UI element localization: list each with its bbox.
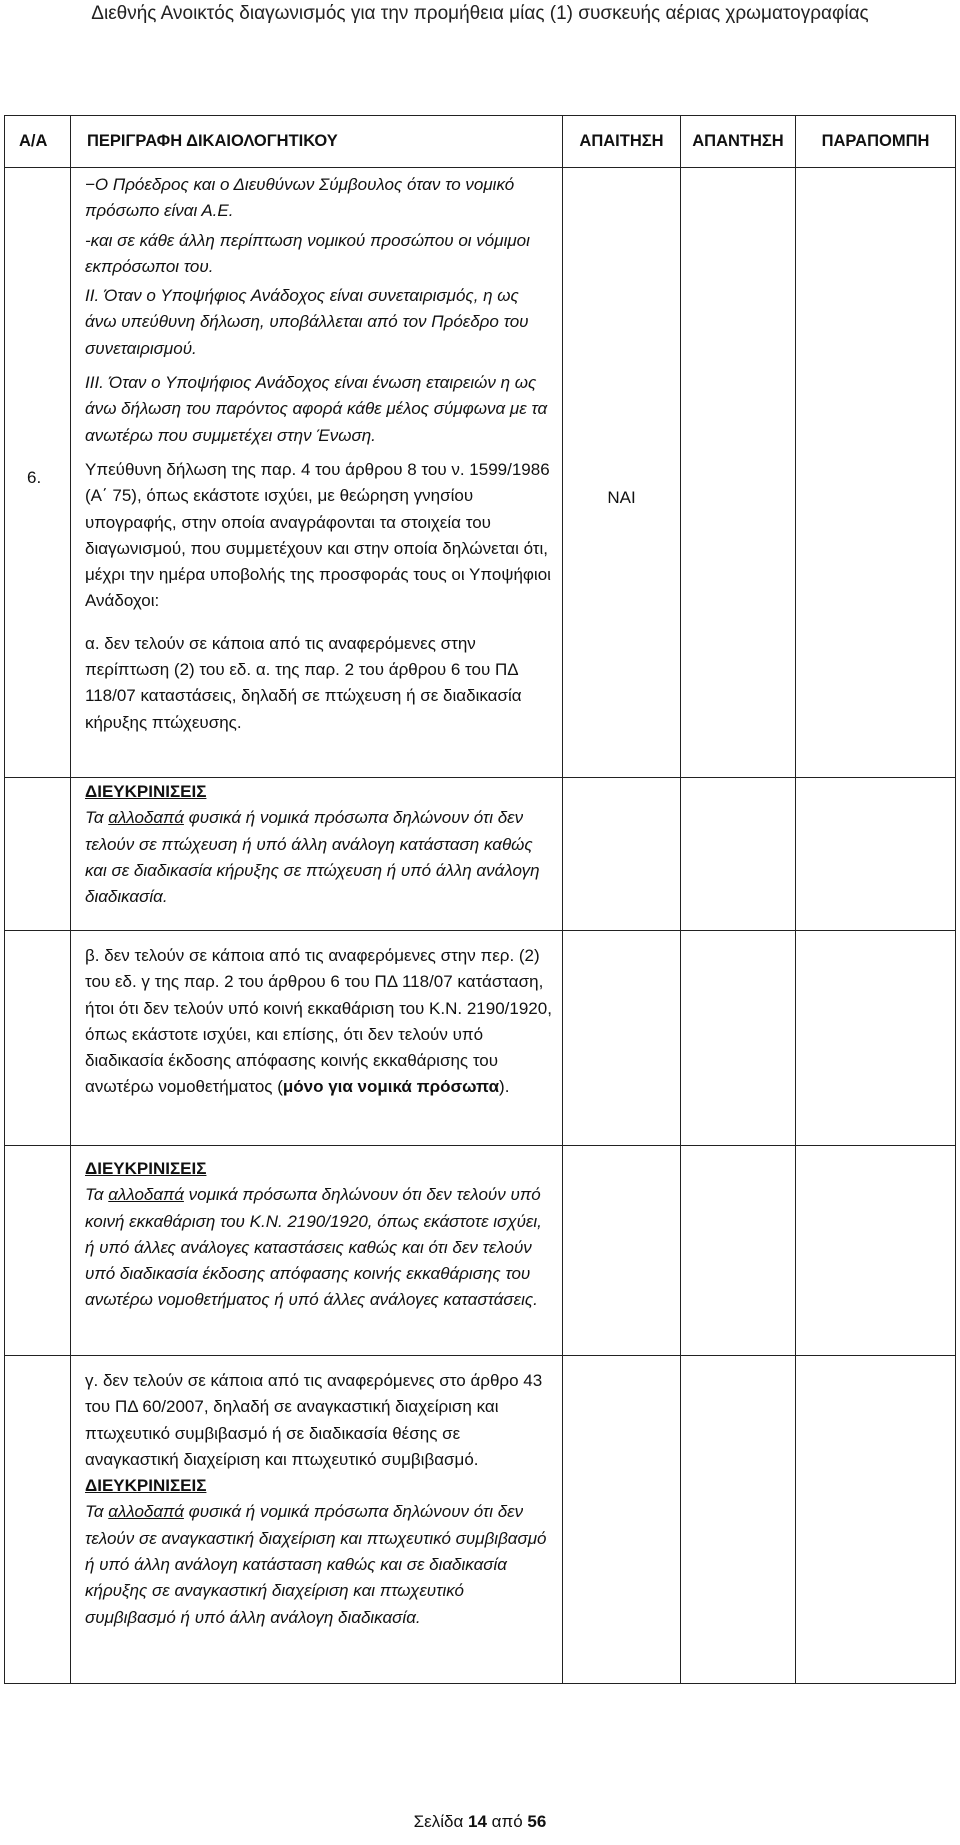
requirements-table	[4, 115, 956, 1684]
clarifications-heading: ΔΙΕΥΚΡΙΝΙΣΕΙΣ	[85, 782, 207, 801]
description-cell	[71, 1356, 563, 1684]
text-line: ΙΙΙ. Όταν ο Υποψήφιος Ανάδοχος είναι ένωση εταιρειών η ως άνω δήλωση του παρόντος αφορά κάθε μέλος σύμφωνα με τα ανωτέρω που συμμετέχει στην Ένωση.	[85, 373, 548, 445]
reference-cell	[796, 168, 956, 778]
table-row	[5, 168, 956, 778]
text-line: Τα αλλοδαπά νομικά πρόσωπα δηλώνουν ότι δεν τελούν υπό κοινή εκκαθάριση του Κ.Ν. 2190/1920, όπως εκάστοτε ισχύει, ή υπό άλλες ανάλογες καταστάσεις καθώς και ότι δεν τελούν υπό διαδικασία έκδοσης απόφασης κοινής εκκαθάρισης του ανωτέρω νομοθετήματος ή υπό άλλες ανάλογες καταστάσεις.	[85, 1185, 542, 1310]
foreign-term: αλλοδαπά	[108, 1502, 184, 1522]
table-row	[5, 778, 956, 931]
page-footer: Σελίδα 14 από 56	[413, 1812, 547, 1831]
row-number: 6.	[5, 168, 71, 778]
page-header: Διεθνής Ανοικτός διαγωνισμός για την προμήθεια μίας (1) συσκευής αέριας χρωματογραφίας	[91, 3, 869, 24]
header-requirement: ΑΠΑΙΤΗΣΗ	[563, 116, 681, 168]
foreign-term: αλλοδαπά	[108, 808, 184, 828]
table-row	[5, 1146, 956, 1356]
text-line: Τα αλλοδαπά φυσικά ή νομικά πρόσωπα δηλώνουν ότι δεν τελούν σε πτώχευση ή υπό άλλη ανάλογη κατάσταση καθώς και σε διαδικασία κήρυξης σε πτώχευση ή υπό άλλη ανάλογη διαδικασία.	[85, 808, 540, 907]
clarifications-heading: ΔΙΕΥΚΡΙΝΙΣΕΙΣ	[85, 1476, 207, 1496]
text-line: −Ο Πρόεδρος και ο Διευθύνων Σύμβουλος όταν το νομικό πρόσωπο είναι Α.Ε.	[85, 175, 515, 221]
text-line: -και σε κάθε άλλη περίπτωση νομικού προσώπου οι νόμιμοι εκπρόσωποι του.	[85, 230, 530, 276]
text-line: γ. δεν τελούν σε κάποια από τις αναφερόμενες στο άρθρο 43 του ΠΔ 60/2007, δηλαδή σε αναγκαστική διαχείριση και πτωχευτικό συμβιβασμό ή σε διαδικασία θέσης σε αναγκαστική διαχείριση και πτωχευτικό συμβιβασμό.	[85, 1371, 543, 1469]
table-row	[5, 1356, 956, 1684]
page-number: 14	[468, 1812, 487, 1831]
foreign-term: αλλοδαπά	[108, 1185, 184, 1205]
header-aa: Α/Α	[5, 116, 71, 168]
header-reference: ΠΑΡΑΠΟΜΠΗ	[796, 116, 956, 168]
text-line: α. δεν τελούν σε κάποια από τις αναφερόμενες στην περίπτωση (2) του εδ. α. της παρ. 2 του άρθρου 6 του ΠΔ 118/07 καταστάσεις, δηλαδή σε πτώχευση ή σε διαδικασία κήρυξης πτώχευσης.	[85, 633, 522, 732]
text-line: Τα αλλοδαπά φυσικά ή νομικά πρόσωπα δηλώνουν ότι δεν τελούν σε αναγκαστική διαχείριση και πτωχευτικό συμβιβασμό ή υπό άλλη ανάλογη κατάσταση καθώς και σε διαδικασία κήρυξης σε αναγκαστική διαχείριση και πτωχευτικό συμβιβασμό ή υπό άλλη ανάλογη διαδικασία.	[85, 1502, 547, 1627]
header-answer: ΑΠΑΝΤΗΣΗ	[681, 116, 796, 168]
table-header-row	[5, 116, 956, 168]
description-cell	[71, 778, 563, 931]
bold-note: μόνο για νομικά πρόσωπα	[282, 1077, 500, 1097]
text-line: β. δεν τελούν σε κάποια από τις αναφερόμενες στην περ. (2) του εδ. γ της παρ. 2 του άρθρου 6 του ΠΔ 118/07 κατάσταση, ήτοι ότι δεν τελούν υπό κοινή εκκαθάριση του Κ.Ν. 2190/1920, όπως εκάστοτε ισχύει, και επίσης, ότι δεν τελούν υπό διαδικασία έκδοσης απόφασης κοινής εκκαθάρισης του ανωτέρω νομοθετήματος (μόνο για νομικά πρόσωπα).	[85, 946, 552, 1097]
table-row	[5, 931, 956, 1146]
text-line: Υπεύθυνη δήλωση της παρ. 4 του άρθρου 8 του ν. 1599/1986 (Α΄ 75), όπως εκάστοτε ισχύει, με θεώρηση γνησίου υπογραφής, στην οποία αναγράφονται τα στοιχεία του διαγωνισμού, που συμμετέχουν και στην οποία δηλώνεται ότι, μέχρι την ημέρα υποβολής της προσφοράς τους οι Υποψήφιοι Ανάδοχοι:	[85, 459, 551, 611]
clarifications-heading: ΔΙΕΥΚΡΙΝΙΣΕΙΣ	[85, 1159, 207, 1178]
description-cell	[71, 1146, 563, 1356]
text-line: ΙΙ. Όταν ο Υποψήφιος Ανάδοχος είναι συνεταιρισμός, η ως άνω υπεύθυνη δήλωση, υποβάλλεται από τον Πρόεδρο του συνεταιρισμού.	[85, 286, 529, 358]
answer-cell	[681, 168, 796, 778]
description-cell	[71, 931, 563, 1146]
requirement-value: ΝΑΙ	[563, 168, 681, 778]
header-description: ΠΕΡΙΓΡΑΦΗ ΔΙΚΑΙΟΛΟΓΗΤΙΚΟΥ	[71, 116, 563, 168]
description-cell	[71, 168, 563, 778]
page-total: 56	[527, 1812, 547, 1831]
